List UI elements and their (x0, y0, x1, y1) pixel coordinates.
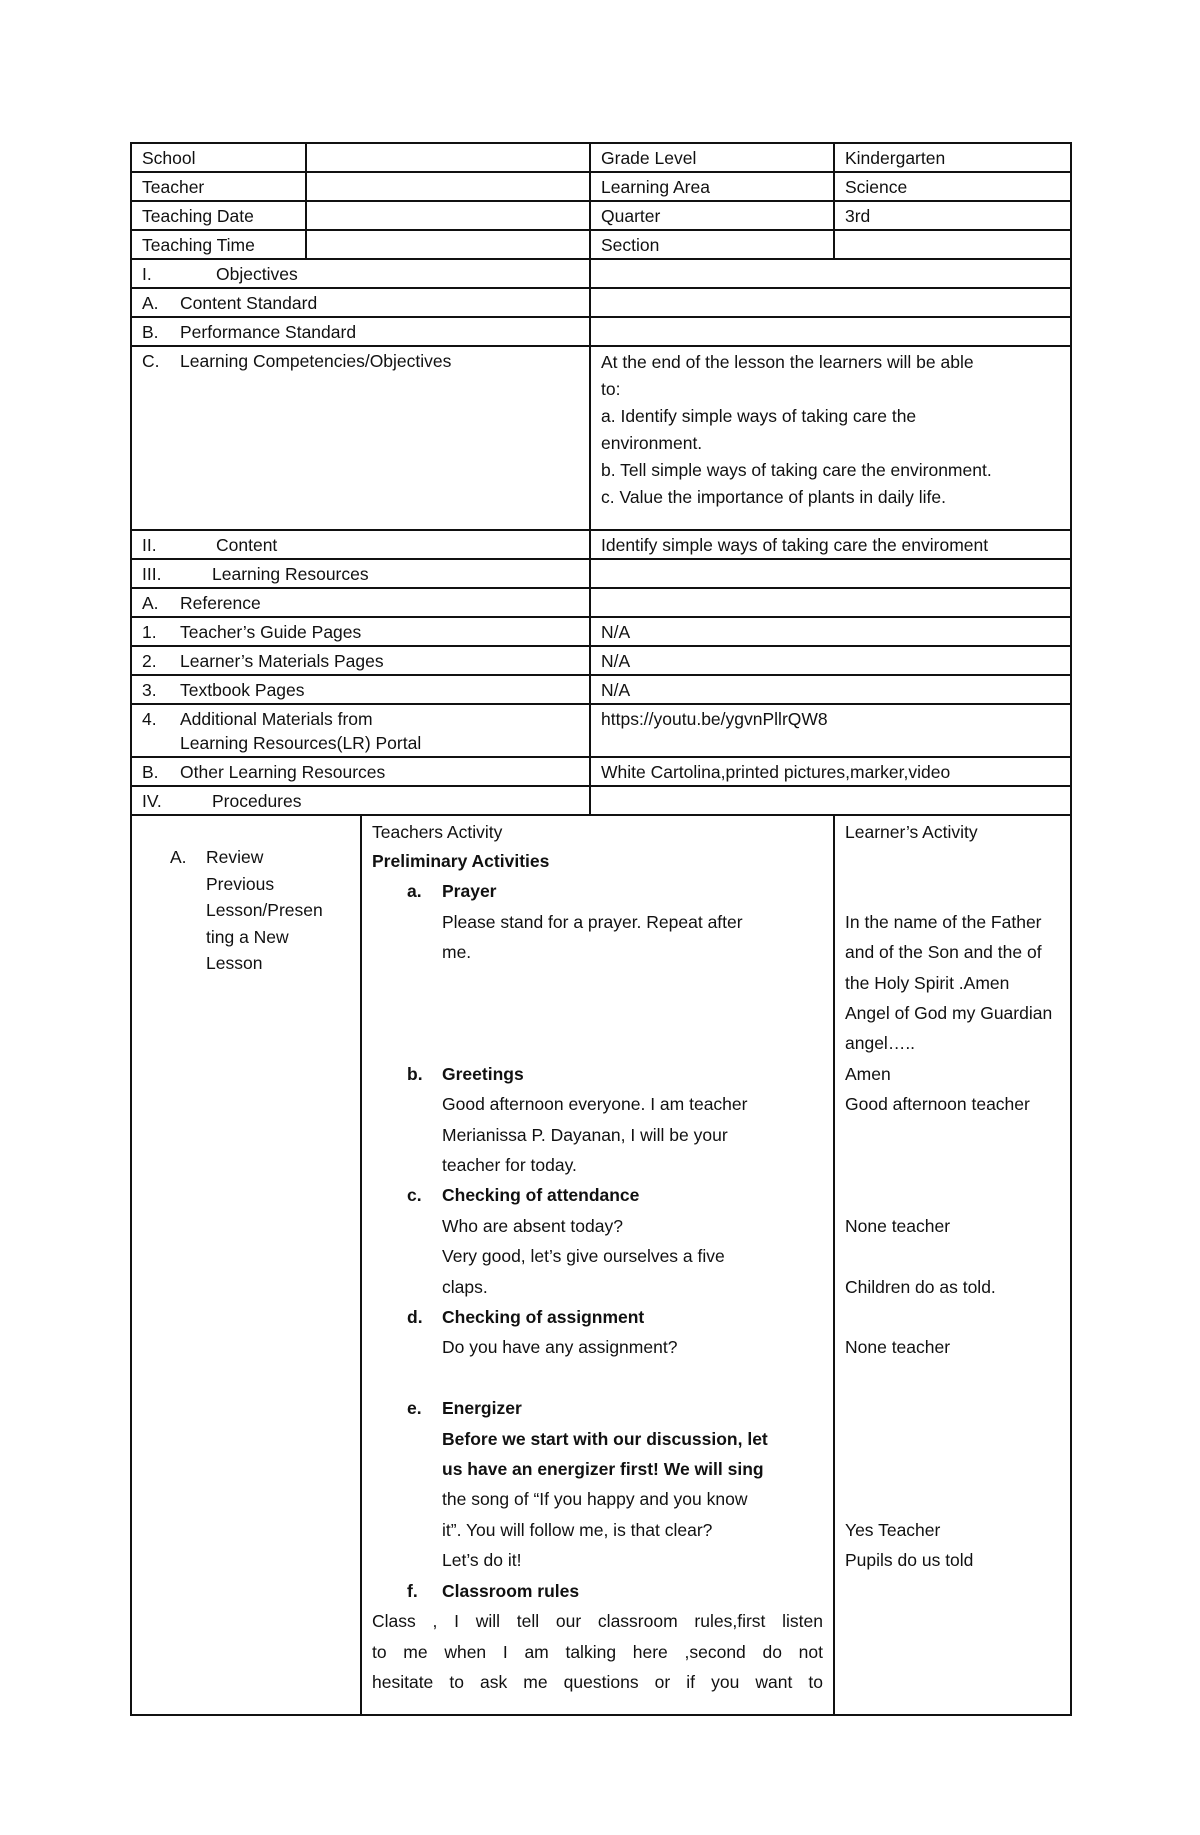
row-procedures (131, 786, 1071, 815)
procedure-step-num: A. (170, 847, 187, 867)
procedures-value (590, 786, 1071, 815)
row-teaching-date (131, 201, 1071, 230)
row-content-standard (131, 288, 1071, 317)
learners-materials-num: 2. (142, 651, 157, 671)
learning-resources-label: Learning Resources (212, 564, 369, 584)
learning-area-label: Learning Area (590, 172, 834, 201)
energizer-text-bold: Before we start with our discussion, let (442, 1428, 768, 1449)
learner-prayer-line: Amen (845, 1063, 891, 1084)
energizer-letter: e. (407, 1398, 422, 1419)
teaching-date-label: Teaching Date (131, 201, 306, 230)
school-label: School (131, 143, 306, 172)
competencies-num: C. (142, 351, 160, 371)
competency-line: environment. (601, 433, 703, 453)
row-competencies (131, 346, 1071, 530)
learners-activity-heading: Learner’s Activity (845, 822, 978, 842)
school-value (306, 143, 590, 172)
learners-materials-label: Learner’s Materials Pages (180, 651, 384, 671)
competency-line: to: (601, 379, 621, 399)
competencies-value (590, 346, 1071, 530)
row-content (131, 530, 1071, 559)
teaching-time-label: Teaching Time (131, 230, 306, 259)
procedure-step-cell (131, 815, 361, 1715)
row-school (131, 143, 1071, 172)
competency-line: c. Value the importance of plants in daily life. (601, 487, 947, 507)
teacher-value (306, 172, 590, 201)
procedures-label: Procedures (212, 791, 302, 811)
learner-greetings-response: Good afternoon teacher (845, 1094, 1030, 1115)
assignment-letter: d. (407, 1307, 423, 1328)
greetings-text: Merianissa P. Dayanan, I will be your (442, 1124, 728, 1145)
procedures-num: IV. (142, 791, 162, 811)
content-standard-label-cell (131, 288, 590, 317)
learner-prayer-line: angel….. (845, 1033, 916, 1054)
procedures-heading (131, 786, 590, 815)
reference-num: A. (142, 593, 159, 613)
competencies-label: Learning Competencies/Objectives (180, 351, 452, 371)
content-standard-num: A. (142, 293, 159, 313)
competency-line: b. Tell simple ways of taking care the environment. (601, 460, 992, 480)
rules-line: Class , I will tell our classroom rules,first listen (372, 1611, 823, 1632)
learner-prayer-line: In the name of the Father (845, 911, 1042, 932)
lesson-plan-table (130, 142, 1072, 1716)
prayer-letter: a. (407, 881, 422, 902)
quarter-value: 3rd (834, 201, 1071, 230)
competency-line: a. Identify simple ways of taking care the (601, 406, 917, 426)
competencies-label-cell (131, 346, 590, 530)
row-procedure-a (131, 815, 1071, 1715)
row-additional-materials (131, 704, 1071, 757)
content-standard-label: Content Standard (180, 293, 318, 313)
learners-materials-label-cell (131, 646, 590, 675)
assignment-text: Do you have any assignment? (442, 1337, 678, 1358)
procedure-step-label (206, 844, 323, 977)
additional-materials-label-2: Learning Resources(LR) Portal (180, 733, 422, 753)
teachers-guide-num: 1. (142, 622, 157, 642)
section-label: Section (590, 230, 834, 259)
quarter-label: Quarter (590, 201, 834, 230)
objectives-value (590, 259, 1071, 288)
other-resources-label: Other Learning Resources (180, 762, 386, 782)
reference-label: Reference (180, 593, 261, 613)
greetings-letter: b. (407, 1063, 423, 1084)
learner-prayer-line: Angel of God my Guardian (845, 1003, 1053, 1023)
additional-materials-label-1: Additional Materials from (180, 709, 373, 729)
textbook-pages-label: Textbook Pages (180, 680, 305, 700)
prayer-text: Please stand for a prayer. Repeat after (442, 911, 743, 932)
learning-resources-heading (131, 559, 590, 588)
content-standard-value (590, 288, 1071, 317)
teacher-label: Teacher (131, 172, 306, 201)
attendance-title: Checking of attendance (442, 1185, 640, 1206)
additional-materials-label-cell (131, 704, 590, 757)
attendance-text: Who are absent today? (442, 1215, 623, 1236)
learning-resources-value (590, 559, 1071, 588)
preliminary-heading: Preliminary Activities (372, 851, 550, 871)
attendance-text: claps. (442, 1276, 488, 1297)
performance-standard-value (590, 317, 1071, 346)
energizer-title: Energizer (442, 1398, 522, 1419)
objectives-heading (131, 259, 590, 288)
attendance-text: Very good, let’s give ourselves a five (442, 1246, 725, 1267)
section-value (834, 230, 1071, 259)
attendance-letter: c. (407, 1185, 422, 1206)
row-reference (131, 588, 1071, 617)
competency-line: At the end of the lesson the learners will be able (601, 352, 974, 372)
step-label-line: Lesson (206, 953, 263, 973)
teachers-guide-label-cell (131, 617, 590, 646)
row-other-resources (131, 757, 1071, 786)
row-teacher (131, 172, 1071, 201)
reference-value (590, 588, 1071, 617)
reference-label-cell (131, 588, 590, 617)
learners-activity-cell (834, 815, 1071, 1715)
energizer-text: the song of “If you happy and you know (442, 1489, 748, 1510)
teachers-guide-label: Teacher’s Guide Pages (180, 622, 362, 642)
greetings-text: teacher for today. (442, 1155, 577, 1176)
textbook-pages-label-cell (131, 675, 590, 704)
content-num: II. (142, 535, 157, 555)
textbook-pages-num: 3. (142, 680, 157, 700)
energizer-text: it”. You will follow me, is that clear? (442, 1519, 713, 1540)
teachers-activity-heading: Teachers Activity (372, 822, 503, 842)
objectives-num: I. (142, 264, 152, 284)
prayer-title: Prayer (442, 881, 497, 902)
learner-attendance-response: Children do as told. (845, 1276, 996, 1297)
content-label: Content (216, 535, 278, 555)
other-resources-label-cell (131, 757, 590, 786)
learning-resources-num: III. (142, 564, 162, 584)
learner-assignment-response: None teacher (845, 1337, 951, 1358)
lesson-plan-document (130, 142, 1070, 1716)
row-teachers-guide (131, 617, 1071, 646)
grade-level-value: Kindergarten (834, 143, 1071, 172)
teachers-guide-value: N/A (590, 617, 1071, 646)
additional-materials-num: 4. (142, 709, 157, 729)
step-label-line: ting a New (206, 926, 289, 947)
learner-prayer-line: and of the Son and the of (845, 942, 1042, 963)
teachers-activity-cell (361, 815, 834, 1715)
energizer-text: Let’s do it! (442, 1550, 522, 1571)
objectives-label: Objectives (216, 264, 298, 284)
additional-materials-link[interactable]: https://youtu.be/ygvnPllrQW8 (590, 704, 1071, 757)
learner-energizer-response: Yes Teacher (845, 1519, 941, 1540)
row-performance-standard (131, 317, 1071, 346)
content-value: Identify simple ways of taking care the enviroment (590, 530, 1071, 559)
row-teaching-time (131, 230, 1071, 259)
assignment-title: Checking of assignment (442, 1307, 645, 1328)
step-label-line: Review (206, 847, 264, 867)
greetings-text: Good afternoon everyone. I am teacher (442, 1094, 748, 1115)
row-learners-materials (131, 646, 1071, 675)
teaching-date-value (306, 201, 590, 230)
performance-standard-label: Performance Standard (180, 322, 357, 342)
textbook-pages-value: N/A (590, 675, 1071, 704)
row-textbook-pages (131, 675, 1071, 704)
learner-prayer-line: the Holy Spirit .Amen (845, 972, 1010, 993)
rules-letter: f. (407, 1580, 418, 1601)
step-label-line: Previous (206, 873, 275, 894)
step-label-line: Lesson/Presen (206, 900, 323, 920)
energizer-text-bold: us have an energizer first! We will sing (442, 1459, 764, 1480)
teaching-time-value (306, 230, 590, 259)
learner-energizer-response: Pupils do us told (845, 1550, 974, 1571)
learning-area-value: Science (834, 172, 1071, 201)
rules-line: hesitate to ask me questions or if you want to (372, 1671, 823, 1692)
content-heading (131, 530, 590, 559)
rules-text (372, 1606, 823, 1697)
performance-standard-label-cell (131, 317, 590, 346)
other-resources-value: White Cartolina,printed pictures,marker,video (590, 757, 1071, 786)
learners-materials-value: N/A (590, 646, 1071, 675)
row-learning-resources (131, 559, 1071, 588)
row-objectives (131, 259, 1071, 288)
rules-title: Classroom rules (442, 1580, 580, 1601)
grade-level-label: Grade Level (590, 143, 834, 172)
rules-line: to me when I am talking here ,second do not (372, 1641, 823, 1662)
learner-attendance-response: None teacher (845, 1215, 951, 1236)
performance-standard-num: B. (142, 322, 159, 342)
greetings-title: Greetings (442, 1063, 524, 1084)
other-resources-num: B. (142, 762, 159, 782)
prayer-text: me. (442, 942, 472, 963)
